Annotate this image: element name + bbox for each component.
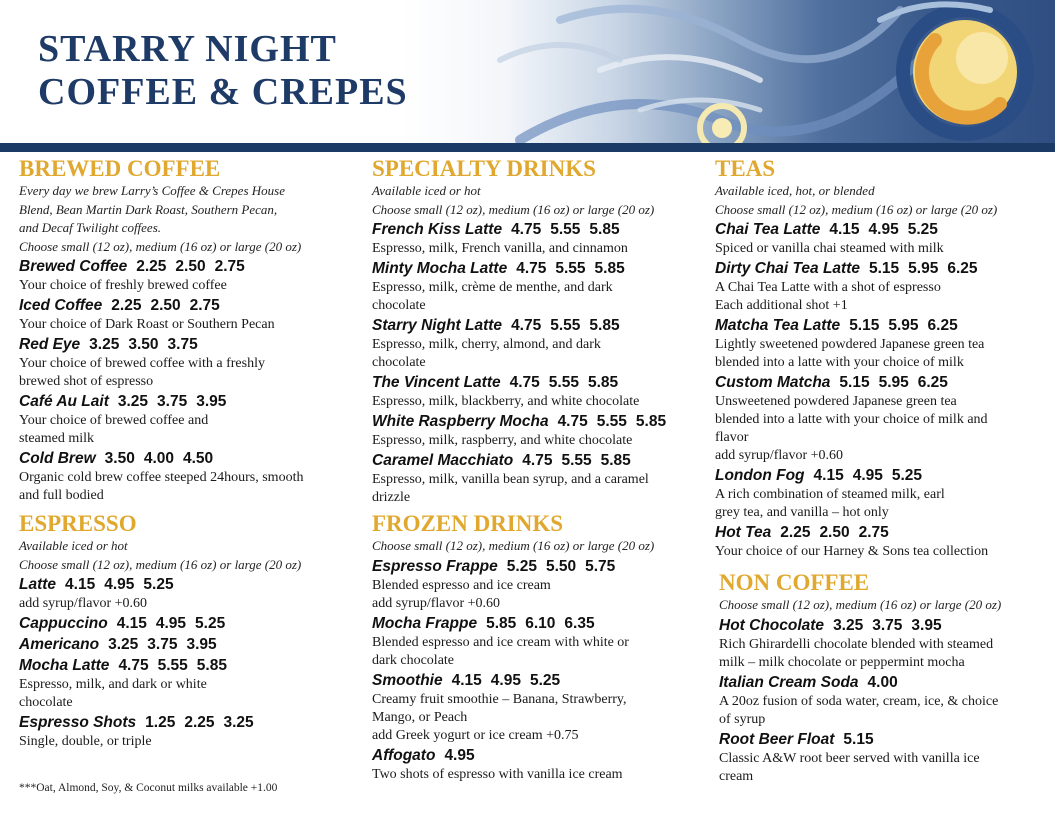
section-brewed-coffee <box>19 156 359 505</box>
menu-item-name: Custom Matcha <box>715 374 831 391</box>
section-title: BREWED COFFEE <box>19 156 221 181</box>
menu-item-name: Dirty Chai Tea Latte <box>715 260 860 277</box>
menu-item-prices <box>771 524 889 541</box>
price: 5.15 <box>849 317 880 334</box>
menu-item <box>19 257 359 277</box>
price: 5.55 <box>550 221 581 238</box>
price: 4.95 <box>155 615 187 632</box>
menu-item <box>715 373 1053 393</box>
menu-item-prices <box>96 450 214 467</box>
menu-item <box>715 523 1053 543</box>
price: 6.25 <box>927 317 958 334</box>
menu-item-description: A Chai Tea Latte with a shot of espresso <box>715 280 941 295</box>
menu-item <box>19 656 359 676</box>
price: 6.25 <box>917 374 948 391</box>
menu-item-description: brewed shot of espresso <box>19 374 154 389</box>
header-divider <box>0 143 1055 152</box>
title-line-2: COFFEE & CREPES <box>38 71 408 113</box>
menu-item-description: Your choice of freshly brewed coffee <box>19 278 227 293</box>
section-note: Every day we brew Larry’s Coffee & Crepes House <box>19 183 285 198</box>
menu-item-description: flavor <box>715 430 749 445</box>
menu-item-prices <box>805 467 923 484</box>
price: 2.25 <box>136 258 167 275</box>
price: 4.15 <box>116 615 147 632</box>
menu-item-prices <box>99 636 217 653</box>
title-line-1: STARRY NIGHT <box>38 28 337 70</box>
price: 3.75 <box>167 336 198 353</box>
menu-item-description: Espresso, milk, and dark or white <box>19 677 207 692</box>
section-note: Choose small (12 oz), medium (16 oz) or large (20 oz) <box>719 597 1002 612</box>
price: 4.15 <box>813 467 844 484</box>
price: 4.75 <box>557 413 588 430</box>
price: 5.15 <box>839 374 870 391</box>
price: 2.75 <box>858 524 889 541</box>
menu-item-prices <box>80 336 198 353</box>
menu-item-description: blended into a latte with your choice of milk <box>715 355 964 370</box>
menu-item-description: Creamy fruit smoothie – Banana, Strawberry, <box>372 691 627 707</box>
price: 4.75 <box>509 374 540 391</box>
price: 6.35 <box>564 614 595 632</box>
menu-item-description: Mango, or Peach <box>372 709 468 725</box>
menu-item-description: cream <box>719 768 754 784</box>
menu-item-name: White Raspberry Mocha <box>372 413 549 430</box>
menu-item-description: add syrup/flavor +0.60 <box>19 596 148 611</box>
menu-item-description: steamed milk <box>19 431 95 446</box>
price: 4.75 <box>511 221 542 238</box>
menu-item-description: chocolate <box>372 298 426 313</box>
section-note: Choose small (12 oz), medium (16 oz) or large (20 oz) <box>372 201 655 217</box>
menu-item <box>715 466 1053 486</box>
menu-item-name: Affogato <box>372 746 436 764</box>
price: 5.95 <box>878 374 909 391</box>
price: 6.10 <box>525 614 556 632</box>
menu-item-description: chocolate <box>372 355 426 370</box>
menu-item-prices <box>56 576 174 593</box>
column-right <box>715 156 1053 786</box>
price: 3.25 <box>108 636 139 653</box>
menu-item-description: milk – milk chocolate or peppermint mocha <box>719 654 965 670</box>
price: 4.15 <box>451 671 482 689</box>
menu-item-name: London Fog <box>715 467 805 484</box>
menu-item-description: add syrup/flavor +0.60 <box>715 448 844 463</box>
menu-item-name: Mocha Latte <box>19 657 110 674</box>
section-non-coffee <box>715 570 1053 786</box>
menu-item-prices <box>109 657 227 674</box>
menu-item-prices <box>498 558 616 575</box>
price: 3.75 <box>157 393 188 410</box>
price: 5.25 <box>891 467 923 484</box>
price: 4.95 <box>868 221 899 238</box>
menu-item <box>19 614 359 634</box>
menu-item-name: Cappuccino <box>19 615 108 632</box>
price: 3.75 <box>147 636 178 653</box>
price: 2.50 <box>175 258 206 275</box>
menu-item-prices <box>127 258 245 275</box>
section-teas <box>715 156 1053 561</box>
price: 5.55 <box>561 452 592 469</box>
menu-item-description: of syrup <box>719 711 766 727</box>
menu-item-description: Your choice of brewed coffee and <box>19 413 209 428</box>
price: 5.55 <box>550 317 581 334</box>
menu-item-name: Italian Cream Soda <box>719 673 859 691</box>
menu-item-name: Root Beer Float <box>719 730 835 748</box>
price: 3.95 <box>186 636 217 653</box>
menu-item-description: Classic A&W root beer served with vanilla ice <box>719 750 980 766</box>
section-title: SPECIALTY DRINKS <box>372 156 596 181</box>
price: 2.25 <box>111 297 142 314</box>
price: 4.15 <box>65 576 96 593</box>
menu-item <box>19 335 359 355</box>
menu-item-name: Smoothie <box>372 671 443 689</box>
restaurant-title <box>38 28 408 114</box>
menu-item <box>372 412 702 432</box>
section-note: Choose small (12 oz), medium (16 oz) or large (20 oz) <box>715 201 998 217</box>
menu-item-prices <box>477 615 595 632</box>
section-note: Choose small (12 oz), medium (16 oz) or large (20 oz) <box>19 238 302 254</box>
menu-item <box>715 316 1053 336</box>
price: 1.25 <box>145 714 176 731</box>
menu-item <box>715 259 1053 279</box>
price: 4.95 <box>852 467 883 484</box>
menu-item-description: A 20oz fusion of soda water, cream, ice, & choice <box>719 693 999 709</box>
menu-item-prices <box>859 674 898 691</box>
price: 3.25 <box>117 393 149 410</box>
price: 5.85 <box>196 657 227 674</box>
menu-item-name: Red Eye <box>19 336 81 353</box>
menu-item-prices <box>840 317 958 334</box>
menu-item-description: dark chocolate <box>372 652 455 668</box>
menu-item-prices <box>860 260 978 277</box>
menu-item-description: chocolate <box>19 695 73 710</box>
menu-item-name: Iced Coffee <box>19 297 103 314</box>
price: 2.75 <box>214 258 245 275</box>
price: 4.00 <box>867 673 898 691</box>
menu-item-description: Espresso, milk, vanilla bean syrup, and a caramel <box>372 472 649 487</box>
menu-item-name: Starry Night Latte <box>372 317 503 334</box>
menu-item-name: Minty Mocha Latte <box>372 260 508 277</box>
menu-item <box>372 557 702 577</box>
menu-item <box>372 316 702 336</box>
menu-item-prices <box>102 297 220 314</box>
price: 3.95 <box>196 393 227 410</box>
menu-item <box>372 614 702 634</box>
price: 5.75 <box>585 557 616 575</box>
menu-item-prices <box>834 731 873 748</box>
price: 5.85 <box>635 413 667 430</box>
menu-item-prices <box>507 260 625 277</box>
menu-item-name: French Kiss Latte <box>372 221 503 238</box>
price: 5.85 <box>600 452 631 469</box>
menu-item-name: Matcha Tea Latte <box>715 317 841 334</box>
menu-item-description: Organic cold brew coffee steeped 24hours, smooth <box>19 470 304 485</box>
menu-item-prices <box>443 672 561 689</box>
menu-item-name: Chai Tea Latte <box>715 221 821 238</box>
menu-item <box>372 746 702 766</box>
menu-item <box>372 671 702 691</box>
menu-item-description: Blended espresso and ice cream with white or <box>372 634 629 650</box>
price: 5.25 <box>529 671 561 689</box>
menu-item-description: drizzle <box>372 490 411 505</box>
price: 3.25 <box>89 336 120 353</box>
price: 2.75 <box>189 297 220 314</box>
price: 5.85 <box>486 614 517 632</box>
section-espresso <box>19 511 359 751</box>
price: 2.25 <box>780 524 811 541</box>
menu-item <box>372 259 702 279</box>
price: 2.50 <box>150 297 181 314</box>
price: 4.75 <box>522 452 553 469</box>
section-title: NON COFFEE <box>719 570 870 595</box>
milk-footnote: ***Oat, Almond, Soy, & Coconut milks available +1.00 <box>19 782 278 794</box>
menu-item-description: Espresso, milk, crème de menthe, and dark <box>372 280 613 295</box>
menu-item-prices <box>136 714 254 731</box>
menu-item-description: Lightly sweetened powdered Japanese green tea <box>715 337 985 352</box>
section-note: and Decaf Twilight coffees. <box>19 220 162 235</box>
column-left <box>19 156 359 751</box>
section-note: Blend, Bean Martin Dark Roast, Southern Pecan, <box>19 201 278 217</box>
section-note: Available iced or hot <box>372 183 481 198</box>
menu-item-description: Your choice of Dark Roast or Southern Pecan <box>19 317 275 332</box>
price: 2.50 <box>819 524 850 541</box>
section-specialty-drinks <box>372 156 702 507</box>
menu-item-description: and full bodied <box>19 488 104 503</box>
price: 4.00 <box>143 450 174 467</box>
price: 5.85 <box>589 221 620 238</box>
price: 5.50 <box>545 557 577 575</box>
price: 4.95 <box>104 576 135 593</box>
price: 3.75 <box>872 616 903 634</box>
section-note: Choose small (12 oz), medium (16 oz) or large (20 oz) <box>372 538 655 553</box>
menu-item-description: A rich combination of steamed milk, earl <box>715 487 945 502</box>
menu-item-name: Hot Tea <box>715 524 772 541</box>
price: 5.25 <box>506 557 537 575</box>
price: 5.55 <box>548 374 579 391</box>
menu-item-name: Cold Brew <box>19 450 96 467</box>
price: 2.25 <box>184 714 215 731</box>
menu-item-name: The Vincent Latte <box>372 374 501 391</box>
menu-item-description: Your choice of brewed coffee with a freshly <box>19 356 265 371</box>
menu-item-description: Your choice of our Harney & Sons tea collection <box>715 544 989 559</box>
section-title: FROZEN DRINKS <box>372 511 564 536</box>
menu-item-name: Espresso Frappe <box>372 557 498 575</box>
menu-item <box>19 713 359 733</box>
price: 5.25 <box>143 576 174 593</box>
menu-item-name: Caramel Macchiato <box>372 452 514 469</box>
section-note: Available iced, hot, or blended <box>715 183 875 198</box>
price: 4.75 <box>511 317 542 334</box>
menu-item-description: Blended espresso and ice cream <box>372 577 551 593</box>
price: 5.95 <box>908 260 939 277</box>
menu-item-description: Rich Ghirardelli chocolate blended with steamed <box>719 636 994 652</box>
menu-item-prices <box>108 615 226 632</box>
header-banner <box>0 0 1055 143</box>
price: 5.85 <box>594 260 625 277</box>
section-frozen-drinks <box>372 511 702 784</box>
menu-item-name: Hot Chocolate <box>719 616 825 634</box>
menu-item-description: Two shots of espresso with vanilla ice cream <box>372 766 623 782</box>
menu-item-description: add Greek yogurt or ice cream +0.75 <box>372 727 579 743</box>
menu-item-name: Latte <box>19 576 57 593</box>
price: 4.50 <box>183 450 214 467</box>
price: 5.55 <box>157 657 188 674</box>
menu-item-description: Unsweetened powdered Japanese green tea <box>715 394 957 409</box>
price: 4.15 <box>829 221 860 238</box>
price: 4.75 <box>516 260 547 277</box>
price: 5.85 <box>589 317 620 334</box>
menu-item-name: Mocha Frappe <box>372 614 478 632</box>
section-title: ESPRESSO <box>19 511 137 536</box>
menu-item-description: Each additional shot +1 <box>715 298 848 313</box>
price: 5.55 <box>596 413 627 430</box>
menu-item-description: Espresso, milk, cherry, almond, and dark <box>372 337 601 352</box>
menu-item-name: Brewed Coffee <box>19 258 128 275</box>
price: 4.75 <box>118 657 149 674</box>
price: 4.95 <box>444 746 475 764</box>
menu-item-description: grey tea, and vanilla – hot only <box>715 505 889 520</box>
menu-item-prices <box>435 747 474 764</box>
menu-item-name: Espresso Shots <box>19 714 137 731</box>
menu-item <box>719 616 1053 636</box>
menu-item <box>719 673 1053 693</box>
price: 6.25 <box>947 260 978 277</box>
menu-item-prices <box>109 393 227 410</box>
menu-item-prices <box>502 317 620 334</box>
price: 3.50 <box>128 336 159 353</box>
menu-item <box>19 635 359 655</box>
column-middle <box>372 156 702 784</box>
menu-item <box>372 451 702 471</box>
menu-item-description: Espresso, milk, blackberry, and white chocolate <box>372 394 640 409</box>
menu-item-description: Espresso, milk, raspberry, and white chocolate <box>372 433 633 448</box>
menu-item-description: Spiced or vanilla chai steamed with milk <box>715 241 944 256</box>
menu-item <box>372 373 702 393</box>
menu-item-prices <box>549 413 667 430</box>
menu-item <box>372 220 702 240</box>
menu-item-name: Café Au Lait <box>19 393 109 410</box>
menu-item-prices <box>501 374 619 391</box>
menu-item <box>19 449 359 469</box>
menu-item-description: add syrup/flavor +0.60 <box>372 595 501 611</box>
price: 5.15 <box>869 260 900 277</box>
menu-item <box>19 575 359 595</box>
section-note: Choose small (12 oz), medium (16 oz) or large (20 oz) <box>19 556 302 572</box>
price: 5.25 <box>195 615 226 632</box>
price: 5.95 <box>888 317 919 334</box>
menu-item <box>19 392 359 412</box>
menu-item <box>715 220 1053 240</box>
price: 3.25 <box>833 616 864 634</box>
price: 3.95 <box>911 616 942 634</box>
menu-item <box>719 730 1053 750</box>
menu-item-description: Single, double, or triple <box>19 734 152 749</box>
menu-item-description: blended into a latte with your choice of milk and <box>715 412 988 427</box>
menu-item-prices <box>502 221 620 238</box>
menu-item-prices <box>830 374 948 391</box>
price: 5.25 <box>907 221 938 238</box>
section-title: TEAS <box>715 156 776 181</box>
menu-item-description: Espresso, milk, French vanilla, and cinnamon <box>372 241 628 256</box>
price: 4.95 <box>490 671 521 689</box>
price: 3.25 <box>223 714 254 731</box>
price: 5.15 <box>843 730 874 748</box>
section-note: Available iced or hot <box>19 538 128 553</box>
price: 5.55 <box>555 260 586 277</box>
price: 5.85 <box>587 374 619 391</box>
menu-item-prices <box>824 617 942 634</box>
menu-item <box>19 296 359 316</box>
menu-item-prices <box>513 452 631 469</box>
price: 3.50 <box>104 450 135 467</box>
menu-item-prices <box>820 221 938 238</box>
menu-item-name: Americano <box>19 636 100 653</box>
